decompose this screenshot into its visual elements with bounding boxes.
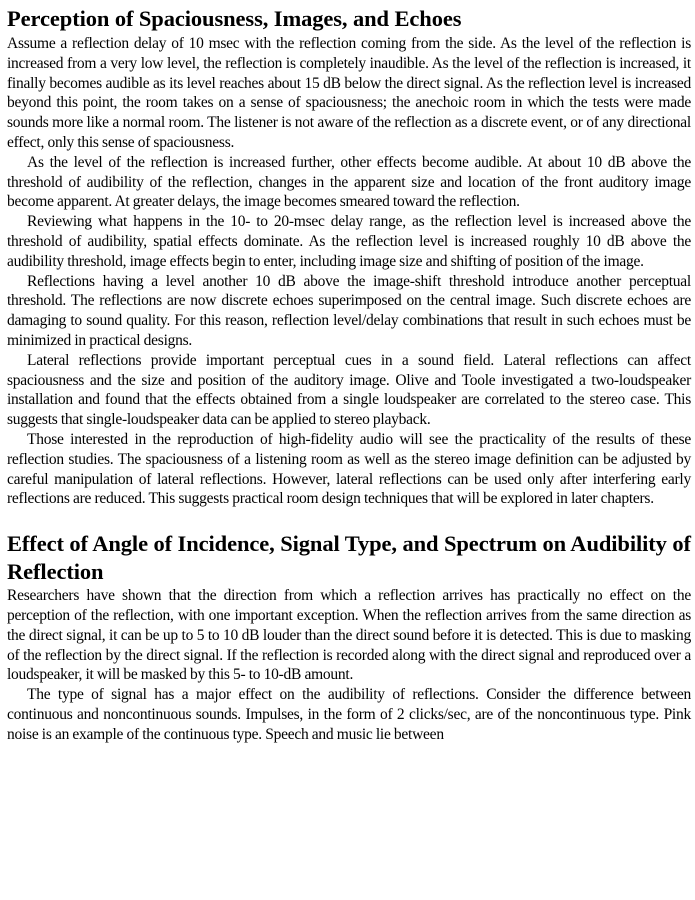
section-heading: Perception of Spaciousness, Images, and Echoes xyxy=(7,6,462,31)
section-spaciousness xyxy=(7,4,691,509)
paragraph: As the level of the reflection is increased further, other effects become audible. At about 10 dB above the threshold of audibility of the reflection, changes in the apparent size and location of the front auditory image become apparent. At greater delays, the image becomes smeared toward the reflection. xyxy=(7,153,691,211)
section-heading: Effect of Angle of Incidence, Signal Type, and Spectrum on Audibility of Reflection xyxy=(7,531,691,584)
paragraph: Lateral reflections provide important perceptual cues in a sound field. Lateral reflections can affect spaciousness and the size and position of the auditory image. Olive and Toole investigated a two-loudspeaker installation and found that the effects obtained from a single loudspeaker are correlated to the stereo case. This suggests that single-loudspeaker data can be applied to stereo playback. xyxy=(7,351,691,429)
paragraph: Reflections having a level another 10 dB above the image-shift threshold introduce another perceptual threshold. The reflections are now discrete echoes superimposed on the central image. Such discrete echoes are damaging to sound quality. For this reason, reflection level/delay combinations that result in such echoes must be minimized in practical designs. xyxy=(7,272,691,349)
document-page xyxy=(7,4,691,745)
paragraph: Reviewing what happens in the 10- to 20-msec delay range, as the reflection level is increased above the threshold of audibility, spatial effects dominate. As the reflection level is increased roughly 10 dB above the audibility threshold, image effects begin to enter, including image size and shifting of position of the image. xyxy=(7,213,691,270)
paragraph: Those interested in the reproduction of high-fidelity audio will see the practicality of the results of these reflection studies. The spaciousness of a listening room as well as the stereo image definition can be adjusted by careful manipulation of lateral reflections. However, lateral reflections can be used only after interfering early reflections are reduced. This suggests practical room design techniques that will be explored in later chapters. xyxy=(7,430,691,508)
section-angle-of-incidence xyxy=(7,530,691,744)
paragraph: The type of signal has a major effect on the audibility of reflections. Consider the difference between continuous and noncontinuous sounds. Impulses, in the form of 2 clicks/sec, are of the noncontinuous type. Pink noise is an example of the continuous type. Speech and music lie between xyxy=(7,686,691,743)
paragraph: Researchers have shown that the direction from which a reflection arrives has practically no effect on the perception of the reflection, with one important exception. When the reflection arrives from the same direction as the direct signal, it can be up to 5 to 10 dB louder than the direct sound before it is detected. This is due to masking of the reflection by the direct signal. If the reflection is recorded along with the direct signal and reproduced over a loudspeaker, it will be masked by this 5- to 10-dB amount. xyxy=(7,587,691,684)
paragraph: Assume a reflection delay of 10 msec with the reflection coming from the side. As the level of the reflection is increased from a very low level, the reflection is completely inaudible. As the level of the reflection is increased, it finally becomes audible as its level reaches about 15 dB below the direct signal. As the reflection level is increased beyond this point, the room takes on a sense of spaciousness; the anechoic room in which the tests were made sounds more like a normal room. The listener is not aware of the reflection as a discrete event, or of any directional effect, only this sense of spaciousness. xyxy=(7,35,691,151)
